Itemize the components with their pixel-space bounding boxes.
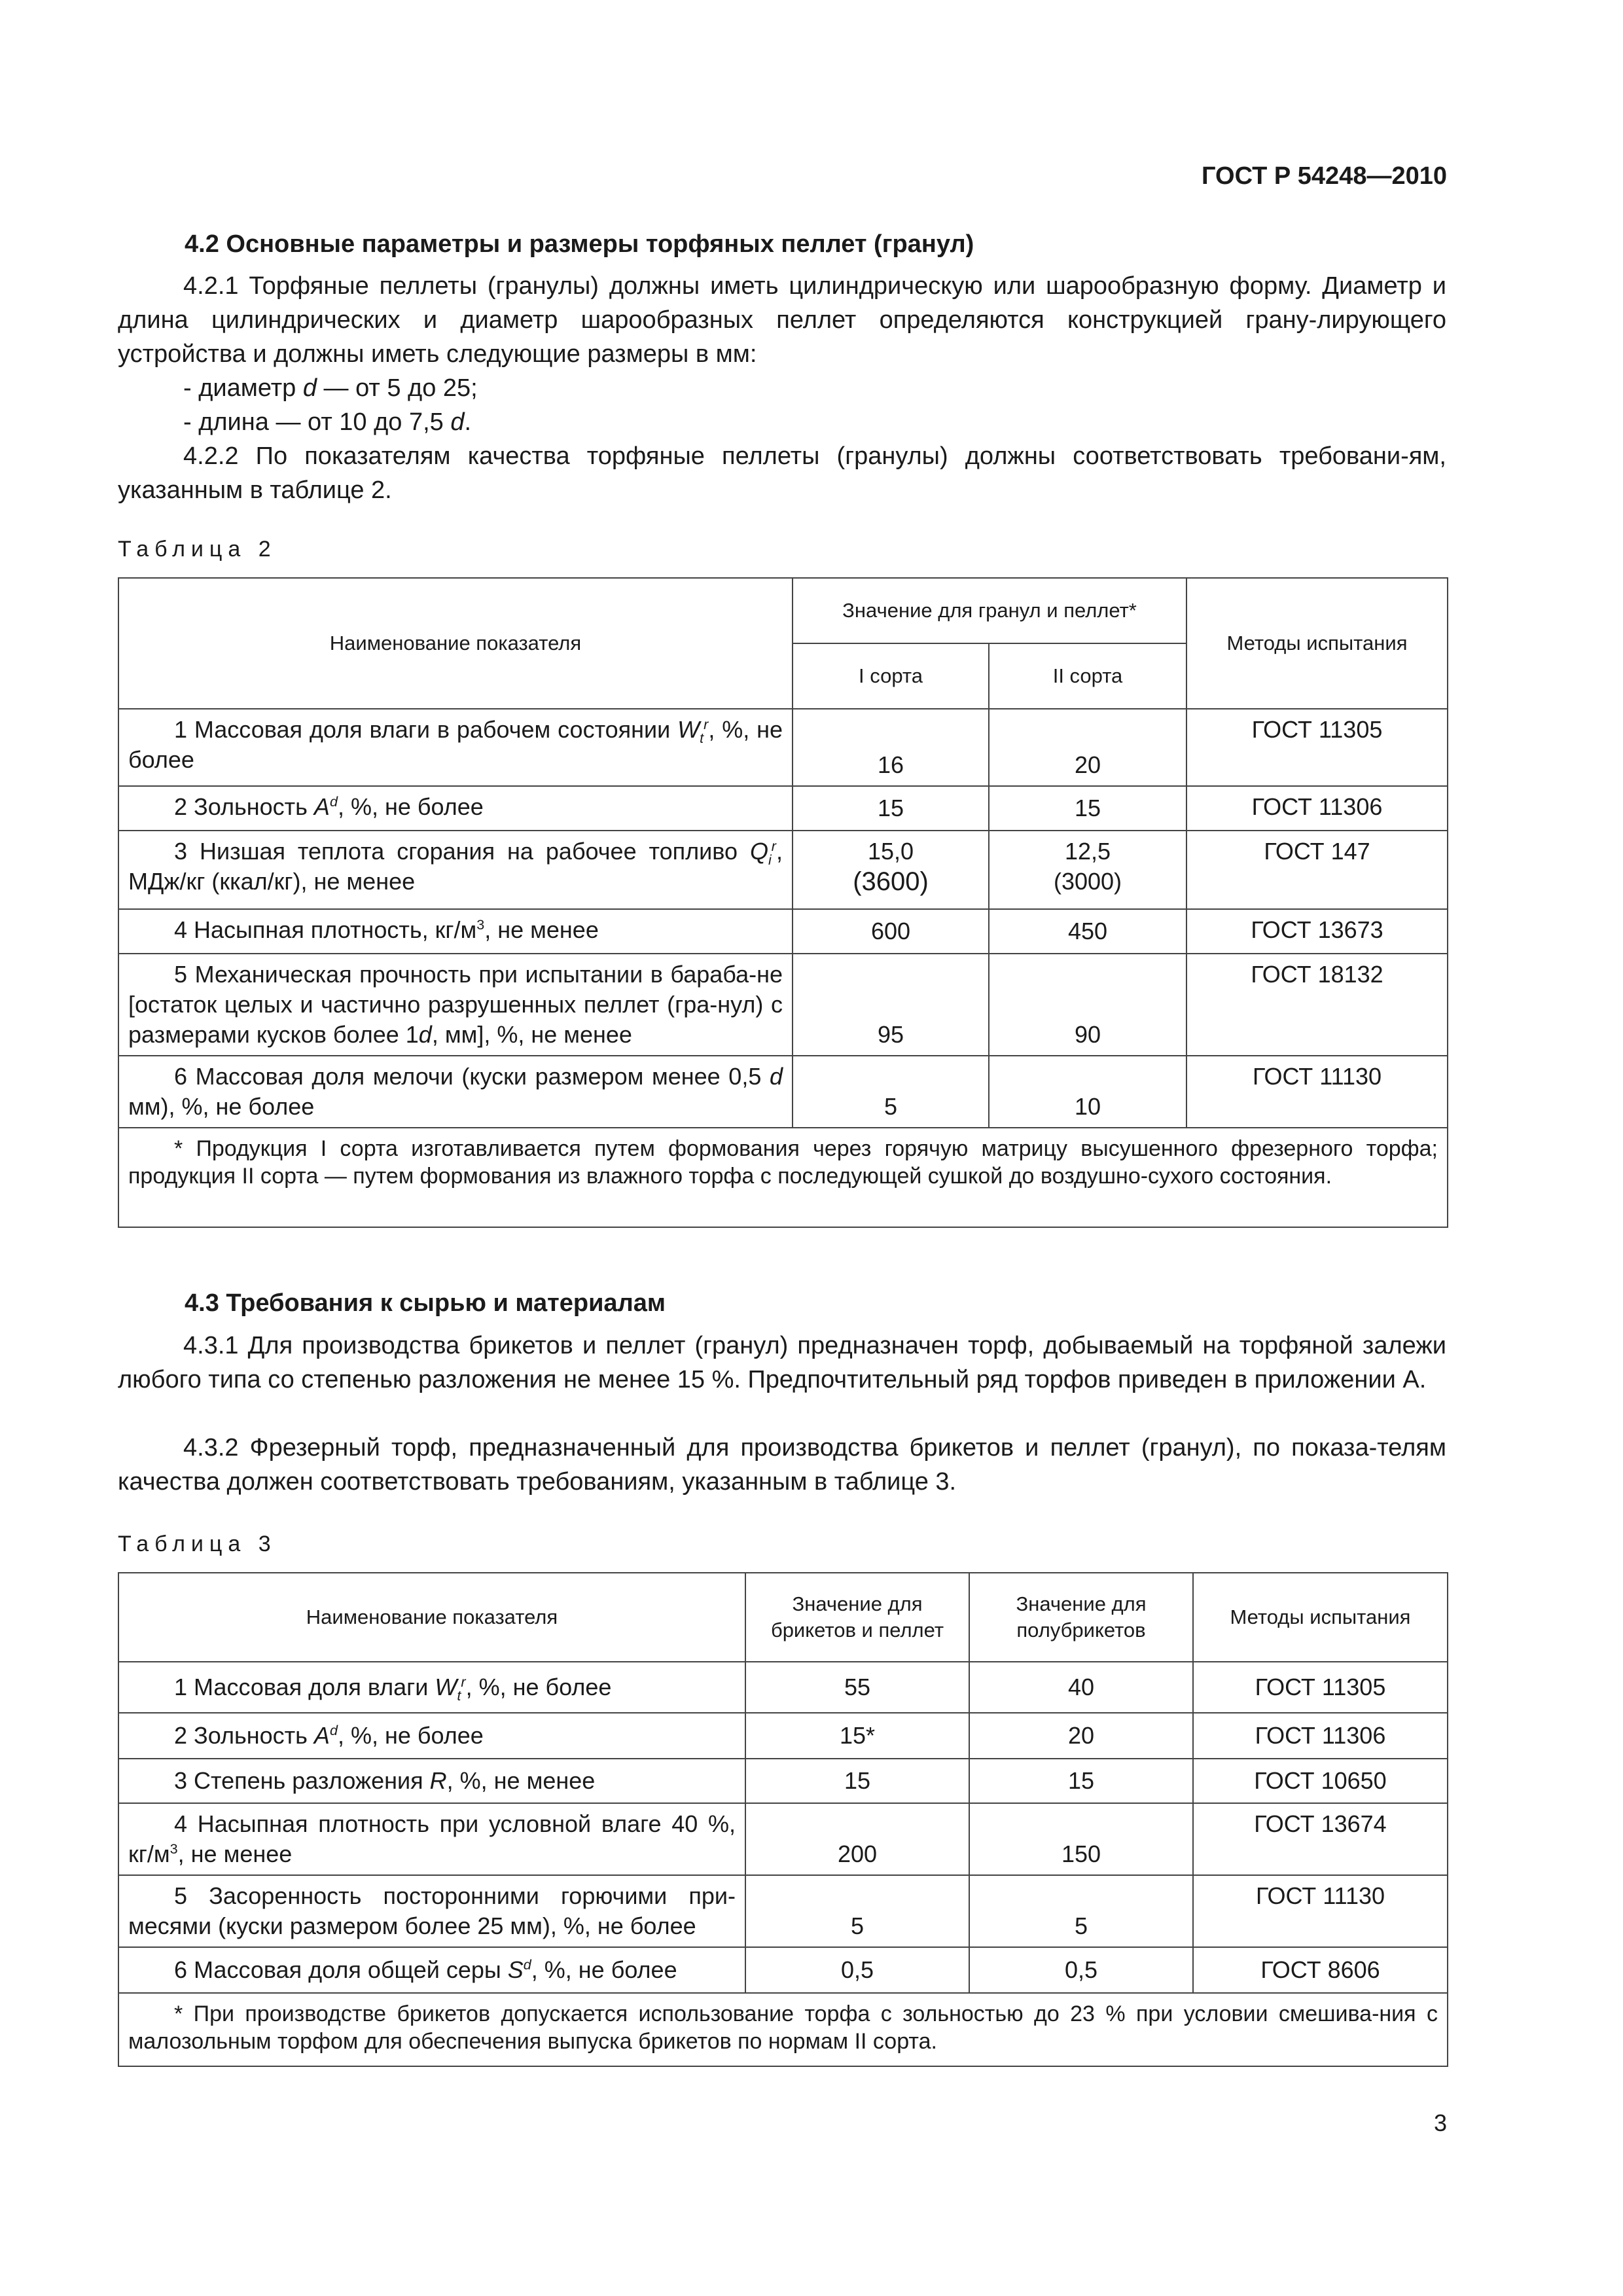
t3-r6-name: 6 Массовая доля общей серы $S^d$, %, не более [118,1947,745,1993]
table-2-caption: Таблица 2 [118,537,277,562]
table-row [118,831,1448,909]
table-row [118,709,1448,786]
table-2 [118,577,1448,1228]
t2-header-grade-2: II сорта [989,643,1186,709]
t3-r4-semibriquettes: 150 [969,1803,1193,1875]
section-4-3-heading: 4.3 Требования к сырью и материалам [185,1289,666,1317]
table-row [118,1056,1448,1128]
t2-footnote: * Продукция I сорта изготавливается путем формования через горячую матрицу высушенного фрезерного торфа; продукция II сорта — путем формования из влажного торфа с последующей сушкой до воздушно-сухого состояния. [118,1128,1448,1227]
table-row [118,1947,1448,1993]
t3-r4-method: ГОСТ 13674 [1193,1803,1448,1875]
t3-r5-method: ГОСТ 11130 [1193,1875,1448,1947]
t2-r4-grade-1: 600 [793,909,989,954]
t3-r1-name: 1 Массовая доля влаги $W_t^r$, %, не более [118,1662,745,1713]
table-row [118,1662,1448,1713]
paragraph-4-2-1: 4.2.1 Торфяные пеллеты (гранулы) должны иметь цилиндрическую или шарообразную форму. Диаметр и длина цилиндрических и диаметр шарообразных пеллет определяются конструкцией грану-лирующего устройства и должны иметь следующие размеры в мм: [118,272,1446,368]
table-3 [118,1572,1448,2067]
table-row [118,1713,1448,1759]
t3-r2-name: 2 Зольность $A^d$, %, не более [118,1713,745,1759]
t3-footnote: * При производстве брикетов допускается использование торфа с зольностью до 23 % при условии смешива-ния с малозольным торфом для обеспечения выпуска брикетов по нормам II сорта. [118,1993,1448,2066]
t2-r1-grade-2: 20 [989,709,1186,786]
t3-r5-briquettes: 5 [745,1875,969,1947]
t3-r3-name: 3 Степень разложения R, %, не менее [118,1759,745,1803]
table-row [118,954,1448,1056]
table-row [118,909,1448,954]
page-number: 3 [1433,2109,1447,2136]
t2-r4-name: 4 Насыпная плотность, $кг/м^3$, не менее [118,909,793,954]
t2-r2-name: 2 Зольность $A^d$, %, не более [118,786,793,831]
document-designation: ГОСТ Р 54248—2010 [1202,162,1447,190]
t3-header-briquettes: Значение для брикетов и пеллет [745,1573,969,1662]
t3-r4-name: 4 Насыпная плотность при условной влаге 40 %, $кг/м^3$, не менее [118,1803,745,1875]
paragraph-4-3-2: 4.3.2 Фрезерный торф, предназначенный для производства брикетов и пеллет (гранул), по показа-телям качества должен соответствовать требованиям, указанным в таблице 3. [118,1434,1446,1496]
t3-r6-method: ГОСТ 8606 [1193,1947,1448,1993]
paragraph-4-3-1: 4.3.1 Для производства брикетов и пеллет (гранул) предназначен торф, добываемый на торфяной залежи любого типа со степенью разложения не менее 15 %. Предпочтительный ряд торфов приведен в приложении А. [118,1332,1446,1393]
t2-header-grade-1: I сорта [793,643,989,709]
t3-r2-semibriquettes: 20 [969,1713,1193,1759]
t2-header-method: Методы испытания [1186,578,1448,709]
t3-r2-briquettes: 15* [745,1713,969,1759]
t3-r6-semibriquettes: 0,5 [969,1947,1193,1993]
t2-r4-method: ГОСТ 13673 [1186,909,1448,954]
paragraph-4-2-2: 4.2.2 По показателям качества торфяные пеллеты (гранулы) должны соответствовать требовани-ям, указанным в таблице 2. [118,442,1446,504]
table-row [118,1803,1448,1875]
t3-header-name: Наименование показателя [118,1573,745,1662]
t2-r6-grade-2: 10 [989,1056,1186,1128]
t3-r3-semibriquettes: 15 [969,1759,1193,1803]
t2-r4-grade-2: 450 [989,909,1186,954]
table-row [118,1875,1448,1947]
list-item-diameter: - диаметр d — от 5 до 25; [183,374,478,402]
t2-r5-name: 5 Механическая прочность при испытании в бараба-не [остаток целых и частично разрушенных пеллет (гра-нул) с размерами кусков более 1d, мм], %, не менее [118,954,793,1056]
t2-r5-grade-1: 95 [793,954,989,1056]
t2-r2-grade-1: 15 [793,786,989,831]
t2-header-value: Значение для гранул и пеллет* [793,578,1186,643]
t2-r3-name: 3 Низшая теплота сгорания на рабочее топливо $Q_i^r$, МДж/кг (ккал/кг), не менее [118,831,793,909]
t3-header-method: Методы испытания [1193,1573,1448,1662]
t2-r1-method: ГОСТ 11305 [1186,709,1448,786]
t3-r1-semibriquettes: 40 [969,1662,1193,1713]
t2-r6-grade-1: 5 [793,1056,989,1128]
t2-r5-method: ГОСТ 18132 [1186,954,1448,1056]
t2-r6-name: 6 Массовая доля мелочи (куски размером менее 0,5 d мм), %, не более [118,1056,793,1128]
t3-r1-method: ГОСТ 11305 [1193,1662,1448,1713]
t3-r5-name: 5 Засоренность посторонними горючими при-месями (куски размером более 25 мм), %, не более [118,1875,745,1947]
t3-r5-semibriquettes: 5 [969,1875,1193,1947]
t3-r1-briquettes: 55 [745,1662,969,1713]
t2-r2-method: ГОСТ 11306 [1186,786,1448,831]
t2-r3-method: ГОСТ 147 [1186,831,1448,909]
t3-r4-briquettes: 200 [745,1803,969,1875]
t3-header-semibriquettes: Значение для полубрикетов [969,1573,1193,1662]
table-3-caption: Таблица 3 [118,1532,277,1556]
section-4-2-heading: 4.2 Основные параметры и размеры торфяных пеллет (гранул) [185,230,974,258]
t2-r3-grade-1: 15,0 (3600) [793,831,989,909]
t2-header-name: Наименование показателя [118,578,793,709]
t3-r2-method: ГОСТ 11306 [1193,1713,1448,1759]
t2-r5-grade-2: 90 [989,954,1186,1056]
t3-r3-briquettes: 15 [745,1759,969,1803]
t2-r2-grade-2: 15 [989,786,1186,831]
t2-r6-method: ГОСТ 11130 [1186,1056,1448,1128]
t3-r6-briquettes: 0,5 [745,1947,969,1993]
list-item-length: - длина — от 10 до 7,5 d. [183,408,472,436]
t2-r1-grade-1: 16 [793,709,989,786]
t2-r1-name: 1 Массовая доля влаги в рабочем состоянии $W_t^r$, %, не более [118,709,793,786]
table-row [118,1759,1448,1803]
table-row [118,786,1448,831]
t2-r3-grade-2: 12,5 (3000) [989,831,1186,909]
t3-r3-method: ГОСТ 10650 [1193,1759,1448,1803]
